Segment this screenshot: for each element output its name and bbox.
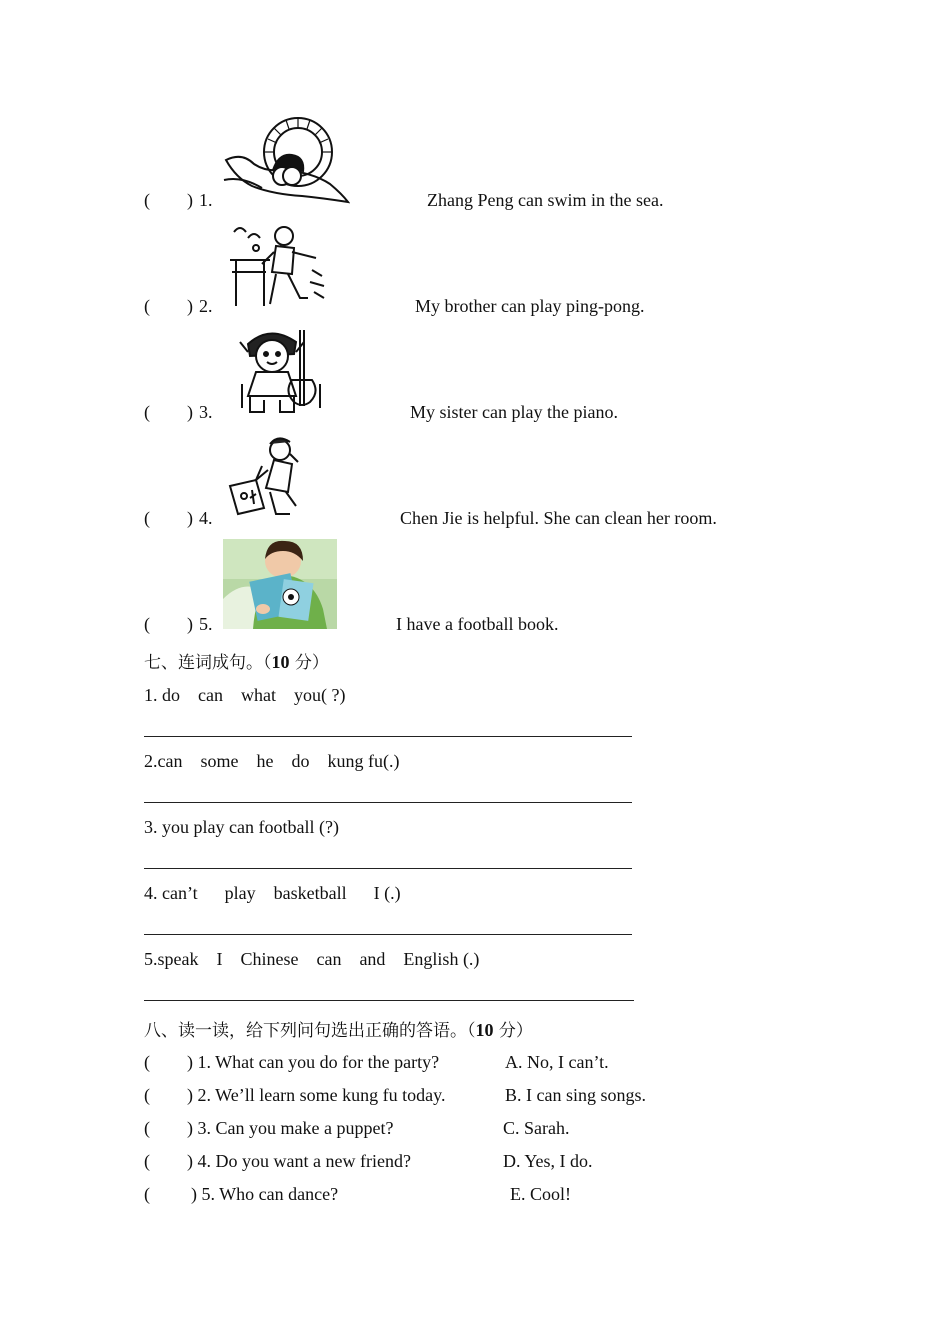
section8-title-end: 分） <box>493 1021 533 1041</box>
reorder-item-4: 4. can’t play basketball I (.) <box>144 883 401 903</box>
reorder-item-2: 2.can some he do kung fu(.) <box>144 751 400 771</box>
reorder-item-1: 1. do can what you( ?) <box>144 685 346 705</box>
section8-heading <box>144 1016 533 1041</box>
question-text: ) 5. Who can dance? <box>191 1184 339 1204</box>
ping-pong-boy-icon <box>226 220 330 312</box>
section7-title-end: 分） <box>289 653 329 673</box>
answer-option: C. Sarah. <box>503 1118 570 1138</box>
question-text: ) 3. Can you make a puppet? <box>187 1118 394 1138</box>
answer-line-2[interactable] <box>144 802 632 803</box>
answer-option: E. Cool! <box>510 1184 571 1204</box>
answer-blank[interactable] <box>160 296 184 316</box>
item-number: 2. <box>199 296 213 316</box>
swimming-boy-icon <box>222 112 350 208</box>
reorder-item-5: 5.speak I Chinese can and English (.) <box>144 949 480 969</box>
sentence: My brother can play ping-pong. <box>415 296 645 316</box>
answer-paren-open: ( <box>144 1151 150 1171</box>
item-number: 3. <box>199 402 213 422</box>
answer-blank[interactable] <box>158 1085 184 1105</box>
question-text: ) 2. We’ll learn some kung fu today. <box>187 1085 446 1105</box>
section8-score: 10 <box>475 1020 494 1040</box>
answer-paren-close: ) <box>187 402 193 422</box>
item-number: 4. <box>199 508 213 528</box>
answer-line-3[interactable] <box>144 868 632 869</box>
answer-paren-close: ) <box>187 614 193 634</box>
answer-blank[interactable] <box>158 1151 184 1171</box>
answer-option: B. I can sing songs. <box>505 1085 646 1105</box>
answer-blank[interactable] <box>160 508 184 528</box>
answer-paren-open: ( <box>144 1184 150 1204</box>
answer-paren-close: ) <box>187 190 193 210</box>
section8-title: 八、读一读，给下列问句选出正确的答语。（ <box>144 1021 476 1041</box>
answer-paren-open: ( <box>144 508 150 528</box>
question-text: ) 1. What can you do for the party? <box>187 1052 440 1072</box>
answer-blank[interactable] <box>158 1052 184 1072</box>
answer-blank[interactable] <box>158 1118 184 1138</box>
answer-paren-open: ( <box>144 1085 150 1105</box>
sentence: I have a football book. <box>396 614 559 634</box>
sentence: Zhang Peng can swim in the sea. <box>427 190 664 210</box>
answer-blank[interactable] <box>160 190 184 210</box>
answer-paren-open: ( <box>144 296 150 316</box>
reorder-item-3: 3. you play can football (?) <box>144 817 339 837</box>
answer-line-5[interactable] <box>144 1000 634 1001</box>
answer-line-1[interactable] <box>144 736 632 737</box>
section7-title: 七、连词成句。（ <box>144 653 272 673</box>
section7-score: 10 <box>271 652 290 672</box>
boy-reading-football-book-photo <box>223 539 337 629</box>
answer-blank[interactable] <box>160 402 184 422</box>
sentence: My sister can play the piano. <box>410 402 618 422</box>
question-text: ) 4. Do you want a new friend? <box>187 1151 411 1171</box>
answer-paren-close: ) <box>187 508 193 528</box>
item-number: 1. <box>199 190 213 210</box>
answer-paren-open: ( <box>144 1118 150 1138</box>
sentence: Chen Jie is helpful. She can clean her room. <box>400 508 717 528</box>
answer-paren-open: ( <box>144 614 150 634</box>
answer-blank[interactable] <box>160 614 184 634</box>
answer-paren-open: ( <box>144 402 150 422</box>
answer-paren-open: ( <box>144 1052 150 1072</box>
girl-playing-cello-icon <box>234 326 328 418</box>
item-number: 5. <box>199 614 213 634</box>
girl-drawing-icon <box>226 434 302 520</box>
answer-line-4[interactable] <box>144 934 632 935</box>
answer-paren-close: ) <box>187 296 193 316</box>
section7-heading <box>144 648 329 673</box>
answer-paren-open: ( <box>144 190 150 210</box>
answer-blank[interactable] <box>158 1184 188 1204</box>
answer-option: A. No, I can’t. <box>505 1052 609 1072</box>
answer-option: D. Yes, I do. <box>503 1151 593 1171</box>
